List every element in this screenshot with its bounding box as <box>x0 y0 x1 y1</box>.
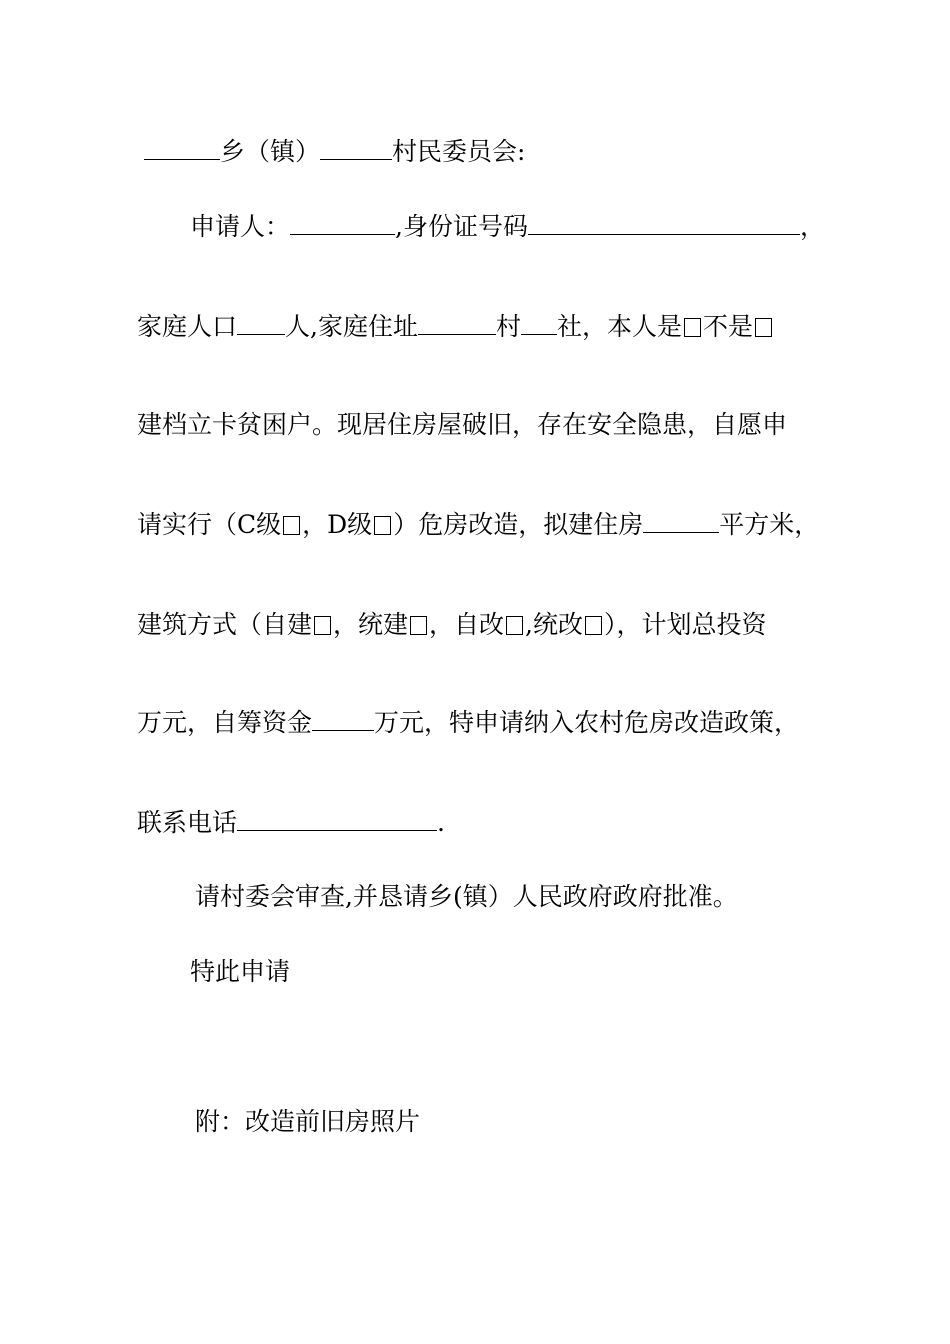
township-label: 乡（镇） <box>220 137 321 166</box>
is-not-poor-checkbox[interactable] <box>755 318 772 337</box>
is-not-label: 不是 <box>703 312 754 341</box>
id-number-blank[interactable] <box>528 210 800 235</box>
grade-c-checkbox[interactable] <box>283 516 300 535</box>
attachment-line <box>0 1105 950 1139</box>
self-renovate-label: ，自改 <box>429 610 505 639</box>
self-build-checkbox[interactable] <box>314 616 331 635</box>
self-funds-blank[interactable] <box>312 706 374 731</box>
comma: ， <box>799 212 825 241</box>
id-number-label: ,身份证号码 <box>395 212 528 241</box>
applicant-line <box>0 210 950 244</box>
unified-build-label: ，统建 <box>333 610 409 639</box>
reason-line <box>0 408 950 442</box>
address-group-blank[interactable] <box>521 310 557 335</box>
household-size-blank[interactable] <box>237 310 285 335</box>
household-line <box>0 310 950 344</box>
planned-area-label: ）危房改造，拟建住房 <box>393 510 644 539</box>
grade-d-checkbox[interactable] <box>374 516 391 535</box>
closing-line <box>0 955 950 989</box>
phone-label: 联系电话 <box>137 808 238 837</box>
funds-request-text: 万元，特申请纳入农村危房改造政策， <box>374 708 800 737</box>
self-funds-label: 万元，自筹资金 <box>137 708 313 737</box>
village-label: 村 <box>495 312 521 341</box>
build-method-line <box>0 608 950 642</box>
funds-line <box>0 706 950 740</box>
review-line <box>0 880 950 914</box>
period: . <box>437 808 445 837</box>
phone-blank[interactable] <box>237 806 437 831</box>
address-village-blank[interactable] <box>418 310 496 335</box>
township-blank[interactable] <box>144 135 220 160</box>
is-label: 社，本人是 <box>556 312 682 341</box>
grade-d-label: ，D级 <box>302 510 373 539</box>
closing-text: 特此申请 <box>190 957 291 986</box>
applicant-label: 申请人： <box>190 212 291 241</box>
household-size-label: 家庭人口 <box>137 312 238 341</box>
grade-c-label: 请实行（C级 <box>137 510 282 539</box>
grade-line <box>0 508 950 542</box>
unified-renovate-checkbox[interactable] <box>585 616 602 635</box>
review-text: 请村委会审查,并恳请乡(镇）人民政府政府批准。 <box>195 882 738 911</box>
unified-build-checkbox[interactable] <box>410 616 427 635</box>
applicant-name-blank[interactable] <box>290 210 395 235</box>
area-unit-label: 平方米， <box>719 510 820 539</box>
phone-line <box>0 806 950 840</box>
village-blank[interactable] <box>320 135 392 160</box>
is-poor-checkbox[interactable] <box>684 318 701 337</box>
self-renovate-checkbox[interactable] <box>506 616 523 635</box>
address-label: 人,家庭住址 <box>285 312 418 341</box>
self-build-label: 建筑方式（自建 <box>137 610 313 639</box>
reason-text: 建档立卡贫困户。现居住房屋破旧，存在安全隐患，自愿申 <box>137 410 788 439</box>
total-investment-label: ），计划总投资 <box>604 610 767 639</box>
committee-label: 村民委员会: <box>392 137 526 166</box>
salutation-line <box>0 135 950 169</box>
planned-area-blank[interactable] <box>643 508 719 533</box>
unified-renovate-label: ,统改 <box>525 610 583 639</box>
attachment-text: 附：改造前旧房照片 <box>195 1107 421 1136</box>
